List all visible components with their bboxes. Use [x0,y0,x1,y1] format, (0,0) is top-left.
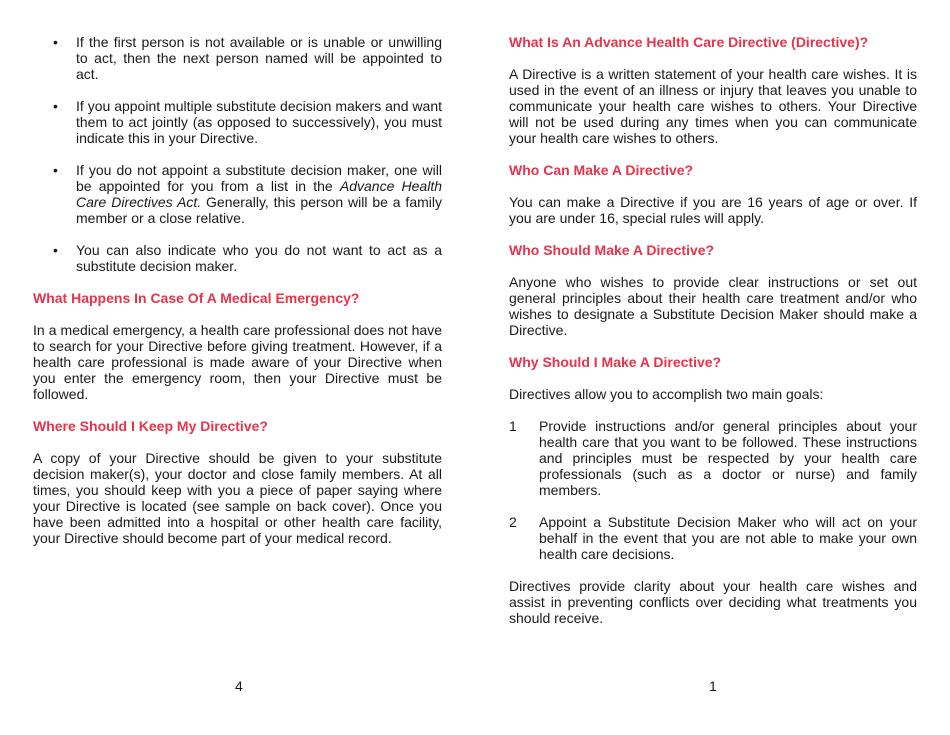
who-should-paragraph: Anyone who wishes to provide clear instructions or set out general principles about their health care treatment and/or who wishes to designate a Substitute Decision Maker should make a Directive. [509,274,917,338]
goal-number: 2 [509,514,517,530]
who-should-heading: Who Should Make A Directive? [509,242,715,258]
who-can-paragraph: You can make a Directive if you are 16 years of age or over. If you are under 16, special rules will apply. [509,194,917,226]
why-intro: Directives allow you to accomplish two main goals: [509,386,824,402]
goals-list [509,418,917,562]
right-page [509,0,917,626]
substitute-bullet-list [33,34,442,274]
bullet-icon: • [53,242,58,258]
goal-number: 1 [509,418,517,434]
bullet-icon: • [53,162,58,178]
bullet-icon: • [53,98,58,114]
left-page [33,0,442,546]
list-item: • If the first person is not available or is unable or unwilling to act, then the next person named will be appointed to act. [53,34,442,82]
page-number-right: 1 [709,678,717,694]
who-can-heading: Who Can Make A Directive? [509,162,694,178]
closing-paragraph: Directives provide clarity about your health care wishes and assist in preventing conflicts over deciding what treatments you should receive. [509,578,917,626]
list-item: • You can also indicate who you do not want to act as a substitute decision maker. [53,242,442,274]
what-is-directive-heading: What Is An Advance Health Care Directive (Directive)? [509,34,869,50]
emergency-paragraph: In a medical emergency, a health care professional does not have to search for your Directive before giving treatment. However, if a health care professional is made aware of your Directive when you enter the emergency room, then your Directive must be followed. [33,322,442,402]
keep-heading: Where Should I Keep My Directive? [33,418,268,434]
emergency-heading: What Happens In Case Of A Medical Emergency? [33,290,360,306]
list-item: • If you do not appoint a substitute decision maker, one will be appointed for you from a list in the Advance Health Care Directives Act. Generally, this person will be a family member or a close relative. [53,162,443,226]
page-number-left: 4 [235,678,243,694]
why-heading: Why Should I Make A Directive? [509,354,722,370]
list-item: 1 Provide instructions and/or general principles about your health care that you want to be followed. These instructions and principles must be respected by your health care professionals (such as a doctor or nurse) and family members. [509,418,917,498]
list-item: • If you appoint multiple substitute decision makers and want them to act jointly (as opposed to successively), you must indicate this in your Directive. [53,98,442,146]
bullet-icon: • [53,34,58,50]
what-is-directive-paragraph: A Directive is a written statement of your health care wishes. It is used in the event of an illness or injury that leaves you unable to communicate your health care wishes to others. Your Directive will not be used during any times when you can communicate your health care wishes to others. [509,66,917,146]
list-item: 2 Appoint a Substitute Decision Maker who will act on your behalf in the event that you are not able to make your own health care decisions. [509,514,917,562]
keep-paragraph: A copy of your Directive should be given to your substitute decision maker(s), your doctor and close family members. At all times, you should keep with you a piece of paper saying where your Directive is located (see sample on back cover). Once you have been admitted into a hospital or other health care facility, your Directive should become part of your medical record. [33,450,442,546]
